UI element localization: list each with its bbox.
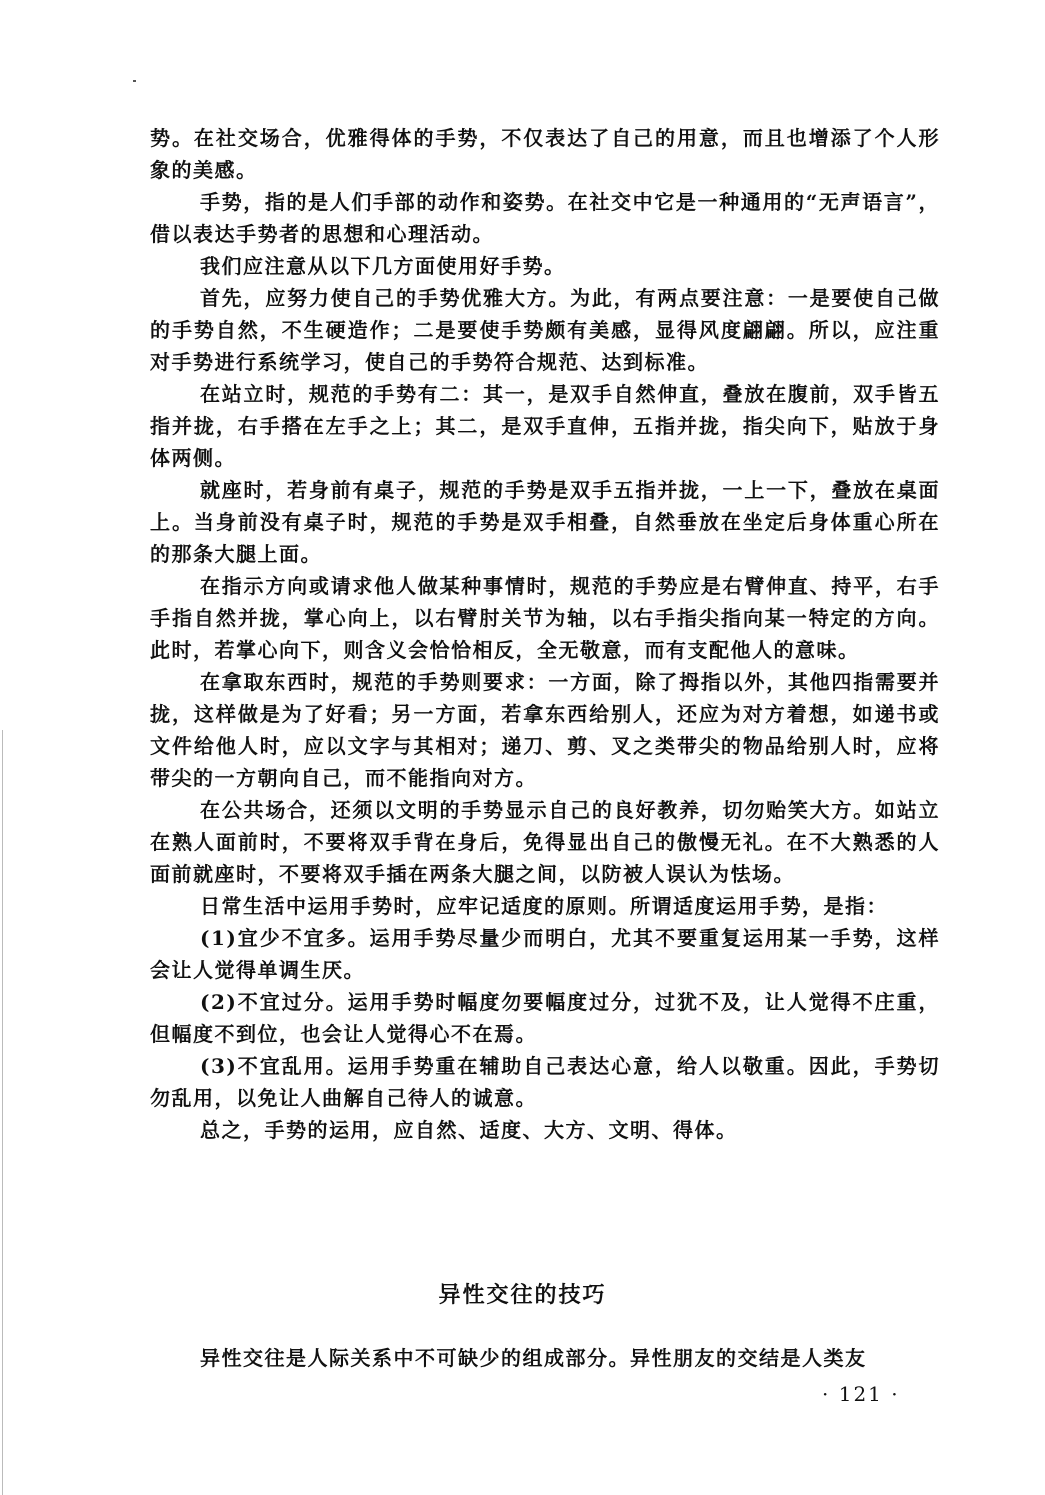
paragraph: (1)宜少不宜多。运用手势尽量少而明白，尤其不要重复运用某一手势，这样会让人觉得单调生厌。 xyxy=(150,926,940,982)
paragraph: (2)不宜过分。运用手势时幅度勿要幅度过分，过犹不及，让人觉得不庄重，但幅度不到位，也会让人觉得心不在焉。 xyxy=(150,990,940,1046)
paragraph: 在站立时，规范的手势有二：其一，是双手自然伸直，叠放在腹前，双手皆五指并拢，右手搭在左手之上；其二，是双手直伸，五指并拢，指尖向下，贴放于身体两侧。 xyxy=(150,382,940,470)
scan-edge-line xyxy=(2,730,3,1495)
paragraph: 首先，应努力使自己的手势优雅大方。为此，有两点要注意：一是要使自己做的手势自然，不生硬造作；二是要使手势颇有美感，显得风度翩翩。所以，应注重对手势进行系统学习，使自己的手势符合规范、达到标准。 xyxy=(150,286,940,374)
paragraph: 势。在社交场合，优雅得体的手势，不仅表达了自己的用意，而且也增添了个人形象的美感。 xyxy=(150,126,940,182)
paragraph: 在指示方向或请求他人做某种事情时，规范的手势应是右臂伸直、持平，右手手指自然并拢，掌心向上，以右臂肘关节为轴，以右手指尖指向某一特定的方向。此时，若掌心向下，则含义会恰恰相反，全无敬意，而有支配他人的意味。 xyxy=(150,574,940,662)
scan-speck xyxy=(133,80,136,82)
after-heading-text xyxy=(150,1342,940,1374)
paragraph: 手势，指的是人们手部的动作和姿势。在社交中它是一种通用的“无声语言”，借以表达手势者的思想和心理活动。 xyxy=(150,190,940,246)
paragraph: 在拿取东西时，规范的手势则要求：一方面，除了拇指以外，其他四指需要并拢，这样做是为了好看；另一方面，若拿东西给别人，还应为对方着想，如递书或文件给他人时，应以文字与其相对；递刀、剪、叉之类带尖的物品给别人时，应将带尖的一方朝向自己，而不能指向对方。 xyxy=(150,670,940,790)
section-heading: 异性交往的技巧 xyxy=(438,1283,607,1308)
paragraph: 异性交往是人际关系中不可缺少的组成部分。异性朋友的交结是人类友 xyxy=(200,1346,867,1370)
page-number: · 121 · xyxy=(822,1382,900,1406)
paragraph: 在公共场合，还须以文明的手势显示自己的良好教养，切勿贻笑大方。如站立在熟人面前时，不要将双手背在身后，免得显出自己的傲慢无礼。在不大熟悉的人面前就座时，不要将双手插在两条大腿之间，以防被人误认为怯场。 xyxy=(150,798,940,886)
paragraph: 总之，手势的运用，应自然、适度、大方、文明、得体。 xyxy=(200,1118,738,1142)
paragraph: 日常生活中运用手势时，应牢记适度的原则。所谓适度运用手势，是指： xyxy=(200,894,888,918)
paragraph: 就座时，若身前有桌子，规范的手势是双手五指并拢，一上一下，叠放在桌面上。当身前没有桌子时，规范的手势是双手相叠，自然垂放在坐定后身体重心所在的那条大腿上面。 xyxy=(150,478,940,566)
body-text xyxy=(150,122,940,1146)
paragraph: 我们应注意从以下几方面使用好手势。 xyxy=(200,254,566,278)
paragraph: (3)不宜乱用。运用手势重在辅助自己表达心意，给人以敬重。因此，手势切勿乱用，以免让人曲解自己待人的诚意。 xyxy=(150,1054,940,1110)
